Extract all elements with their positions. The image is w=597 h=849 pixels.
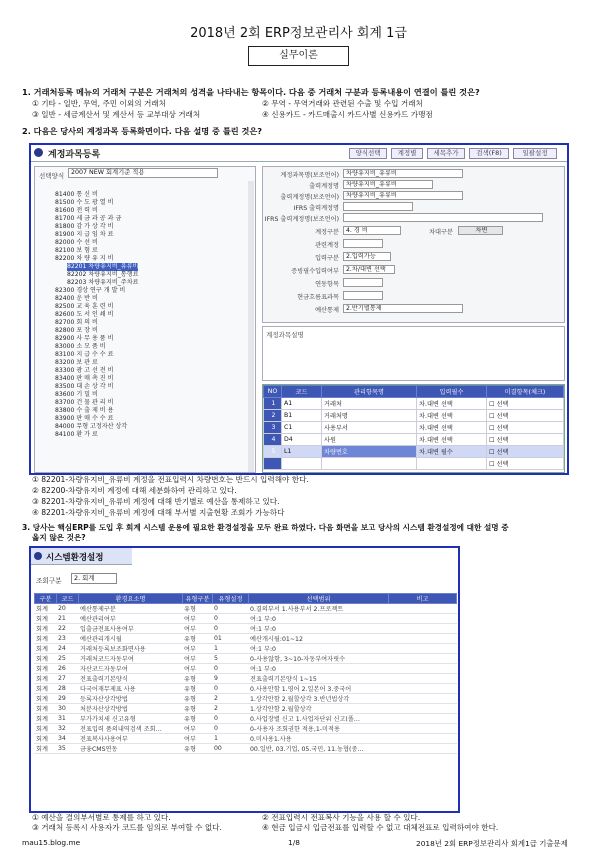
required-cell [417, 458, 487, 470]
settings-cell: 유형 [182, 684, 212, 694]
table-row[interactable] [34, 604, 457, 614]
settings-cell: 0.미사용1.사용 [248, 734, 388, 744]
row-number [264, 458, 282, 470]
settings-cell: 21 [56, 614, 78, 624]
table-row[interactable] [34, 744, 457, 754]
tree-item[interactable]: 82200 차 량 유 지 비 [55, 255, 114, 262]
grid-header: 미결항목(체크) [487, 386, 564, 398]
q1-option-2: ② 무역 - 무역거래와 관련된 수출 및 수입 거래처 [262, 99, 423, 108]
settings-cell: 회계 [34, 704, 56, 714]
settings-cell: 0-사용자 조회권한 적용,1-미적용 [248, 724, 388, 734]
grid-header: 비고 [389, 594, 457, 604]
settings-cell: 여:1 부:0 [248, 644, 388, 654]
q3-option-3: ③ 거래처 등록시 사용자가 코드를 임의로 부여할 수 없다. [32, 823, 222, 832]
settings-cell: 전표복사사용여부 [78, 734, 182, 744]
open-item-cell[interactable]: ☐ 선택 [487, 398, 564, 410]
window-icon [34, 552, 42, 560]
settings-cell: 거래처등록보조화면사용 [78, 644, 182, 654]
settings-cell: 회계 [34, 644, 56, 654]
q2-option-1: ① 82201-차량유지비_유류비 계정을 전표입력시 차량번호는 반드시 입력해야 한다. [32, 475, 309, 484]
open-item-cell[interactable]: ☐ 선택 [487, 446, 564, 458]
table-row[interactable] [34, 734, 457, 744]
tree-item[interactable]: 82500 교 육 훈 련 비 [55, 303, 114, 310]
settings-cell: 1 [212, 734, 248, 744]
table-row[interactable] [34, 634, 457, 644]
settings-cell: 여:1 부:0 [248, 614, 388, 624]
required-cell: 차.대변 선택 [417, 410, 487, 422]
table-row[interactable] [34, 664, 457, 674]
field-label: 계정구분 [315, 229, 339, 236]
page-title: 2018년 2회 ERP정보관리사 회계 1급 [190, 26, 407, 41]
tree-item[interactable]: 82000 수 선 비 [55, 239, 98, 246]
settings-cell: 22 [56, 624, 78, 634]
checkbox-label: 선택 [496, 449, 509, 456]
cashflow-account-field[interactable] [343, 291, 383, 300]
settings-cell: 예산개시월:01~12 [248, 634, 388, 644]
grid-header: 입력필수 [417, 386, 487, 398]
checkbox-label: 선택 [496, 425, 509, 432]
settings-cell: 30 [56, 704, 78, 714]
settings-cell: 자산코드자동부여 [78, 664, 182, 674]
window-icon [34, 148, 43, 157]
settings-cell: 회계 [34, 714, 56, 724]
settings-cell: 23 [56, 634, 78, 644]
open-item-cell[interactable]: ☐ 선택 [487, 434, 564, 446]
batch-setting-button[interactable]: 일괄설정 [513, 148, 557, 159]
table-row[interactable] [264, 458, 564, 470]
table-row[interactable] [264, 398, 564, 410]
settings-cell [388, 614, 457, 624]
settings-cell: 부가가치세 신고유형 [78, 714, 182, 724]
settings-cell: 회계 [34, 664, 56, 674]
settings-cell: 다국어재무제표 사용 [78, 684, 182, 694]
settings-cell: 예산통제구분 [78, 604, 182, 614]
filter-select[interactable]: 2. 회계 [71, 573, 117, 584]
tree-item[interactable]: 83500 대 손 상 각 비 [55, 383, 114, 390]
code-cell: A1 [282, 398, 322, 410]
settings-cell: 회계 [34, 614, 56, 624]
settings-cell: 9 [212, 674, 248, 684]
required-cell: 차.대변 선택 [417, 422, 487, 434]
field-label: 입력구분 [315, 255, 339, 262]
settings-cell [388, 604, 457, 614]
settings-cell: 0 [212, 684, 248, 694]
settings-cell: 0.결의부서 1.사용부서 2.프로젝트 [248, 604, 388, 614]
settings-cell: 전표출력기본양식 [78, 674, 182, 684]
form-select-label: 선택양식 [39, 172, 65, 180]
required-cell: 차.대변 선택 [417, 398, 487, 410]
settings-cell: 01 [212, 634, 248, 644]
footer-page-number: 1/8 [288, 838, 300, 847]
settings-cell: 거래처코드자동부여 [78, 654, 182, 664]
settings-cell: 유형 [182, 604, 212, 614]
required-cell: 차.대변 선택 [417, 434, 487, 446]
settings-cell: 여부 [182, 614, 212, 624]
row-number: 2 [264, 410, 282, 422]
settings-cell: 금융CMS연동 [78, 744, 182, 754]
by-account-button[interactable]: 계정별 [391, 148, 423, 159]
settings-cell: 0 [212, 624, 248, 634]
tree-item[interactable]: 83800 수 출 제 비 용 [55, 407, 114, 414]
code-cell: C1 [282, 422, 322, 434]
search-button[interactable]: 검색(F8) [469, 148, 509, 159]
tree-item[interactable]: 83900 판 매 수 수 료 [55, 415, 114, 422]
window-tab[interactable] [31, 548, 132, 565]
code-cell: B1 [282, 410, 322, 422]
item-name-cell: 사용부서 [322, 422, 417, 434]
account-detail-form [262, 166, 565, 323]
grid-header: 유형구분 [183, 594, 213, 604]
ifrs-name-field[interactable] [343, 202, 413, 211]
settings-cell: 25 [56, 654, 78, 664]
settings-cell: 회계 [34, 734, 56, 744]
checkbox-label: 선택 [496, 401, 509, 408]
tree-item[interactable]: 83400 판 매 촉 진 비 [55, 375, 114, 382]
account-tree [55, 191, 138, 439]
output-sub-name-field[interactable]: 차량유지비_유류비 [343, 191, 463, 200]
settings-cell: 5 [212, 654, 248, 664]
table-row[interactable] [264, 410, 564, 422]
table-row[interactable] [34, 694, 457, 704]
settings-cell [388, 674, 457, 684]
settings-cell: 처분자산상각방법 [78, 704, 182, 714]
settings-cell: 등록자산상각방법 [78, 694, 182, 704]
tree-scrollbar[interactable] [248, 181, 254, 472]
tree-item[interactable]: 82300 경상 연구 개 발 비 [55, 287, 126, 294]
open-item-cell[interactable]: ☐ 선택 [487, 458, 564, 470]
table-row[interactable] [264, 434, 564, 446]
settings-cell: 유형 [182, 674, 212, 684]
settings-cell: 26 [56, 664, 78, 674]
settings-cell: 여부 [182, 654, 212, 664]
settings-cell [388, 694, 457, 704]
field-label: 현금흐름표과목 [297, 294, 339, 301]
account-registration-window [29, 143, 569, 475]
tree-item[interactable]: 83200 보 관 료 [55, 359, 98, 366]
tree-item[interactable]: 81600 전 력 비 [55, 207, 98, 214]
field-label: 출력계정명(보조언어) [280, 194, 339, 201]
settings-cell: 여부 [182, 624, 212, 634]
settings-cell: 유형 [182, 744, 212, 754]
settings-cell: 29 [56, 694, 78, 704]
question-1: 1. 거래처등록 메뉴의 거래처 구분은 거래처의 성격을 나타내는 항목이다. 다음 중 거래처 구분과 등록내용이 연결이 틀린 것은? [22, 87, 480, 97]
settings-cell: 회계 [34, 604, 56, 614]
row-number: 4 [264, 434, 282, 446]
question-3-cont: 옳지 않은 것은? [32, 533, 86, 542]
settings-cell: 35 [56, 744, 78, 754]
table-row[interactable] [34, 714, 457, 724]
settings-cell [388, 714, 457, 724]
settings-cell: 31 [56, 714, 78, 724]
settings-cell: 여:1 부:0 [248, 624, 388, 634]
settings-cell: 32 [56, 724, 78, 734]
settings-cell: 여부 [182, 734, 212, 744]
grid-header: 관리항목명 [322, 386, 417, 398]
tree-item[interactable]: 84100 환 가 료 [55, 431, 98, 438]
code-cell [282, 458, 322, 470]
settings-cell [388, 684, 457, 694]
output-account-name-field[interactable]: 차량유지비_유류비 [343, 180, 433, 189]
settings-cell: 회계 [34, 624, 56, 634]
add-subitem-button[interactable]: 세목추가 [427, 148, 465, 159]
settings-cell: 회계 [34, 654, 56, 664]
settings-cell: 1 [212, 644, 248, 654]
settings-cell: 0-사용않함, 3~10-자동부여자릿수 [248, 654, 388, 664]
table-row[interactable] [34, 724, 457, 734]
window-header [31, 145, 567, 162]
table-row[interactable] [264, 422, 564, 434]
tree-item[interactable]: 84000 무형 고정자산 상각 [55, 423, 128, 430]
window-title: 계정과목등록 [48, 150, 101, 160]
grid-header: 코드 [282, 386, 322, 398]
tree-item[interactable]: 81500 수 도 광 열 비 [55, 199, 114, 206]
tree-item[interactable]: 81900 지 급 임 차 료 [55, 231, 114, 238]
q1-option-1: ① 기타 - 일반, 무역, 주민 이외의 거래처 [32, 99, 166, 108]
field-label: 차대구분 [429, 229, 453, 236]
settings-cell: 20 [56, 604, 78, 614]
settings-cell: 유형 [182, 704, 212, 714]
code-cell: L1 [282, 446, 322, 458]
sub-language-name-field[interactable]: 차량유지비_유류비 [343, 169, 463, 178]
question-2: 2. 다음은 당사의 계정과목 등록화면이다. 다음 설명 중 틀린 것은? [22, 126, 263, 136]
tree-item-selected[interactable]: 82201 차량유지비_유류비 [67, 263, 139, 270]
footer-site: mau15.blog.me [22, 838, 81, 847]
tree-item[interactable]: 82900 사 무 용 품 비 [55, 335, 114, 342]
tree-item[interactable]: 81700 세 금 과 공 과 금 [55, 215, 122, 222]
settings-cell: 0 [212, 604, 248, 614]
window-title: 시스템환경설정 [46, 553, 104, 563]
open-item-cell[interactable]: ☐ 선택 [487, 422, 564, 434]
row-number: 5 [264, 446, 282, 458]
settings-cell: 1.상각안함 2.월할상각 3.반년법상각 [248, 694, 388, 704]
tree-item[interactable]: 82600 도 서 인 쇄 비 [55, 311, 114, 318]
tree-item[interactable]: 81400 통 신 비 [55, 191, 98, 198]
table-row[interactable] [34, 674, 457, 684]
tree-item[interactable]: 83300 광 고 선 전 비 [55, 367, 114, 374]
footer-exam-title: 2018년 2회 ERP정보관리사 회계1급 기출문제 [416, 839, 568, 848]
related-account-field[interactable] [343, 239, 383, 248]
q2-option-3: ③ 82201-차량유지비_유류비 계정에 대해 반기별로 예산을 통제하고 있다. [32, 497, 280, 506]
item-name-cell [322, 458, 417, 470]
code-cell: D4 [282, 434, 322, 446]
settings-cell [388, 734, 457, 744]
field-label: IFRS 출력계정명 [293, 205, 339, 212]
tree-item[interactable]: 82202 차량유지비_통행료 [67, 271, 139, 278]
tree-item[interactable]: 82800 포 장 비 [55, 327, 98, 334]
q2-option-2: ② 82200-차량유지비 계정에 대해 세분화하여 관리하고 있다. [32, 486, 237, 495]
field-label: 예산통제 [315, 307, 339, 314]
q3-option-4: ④ 현금 입금시 입금전표를 입력할 수 없고 대체전표로 입력하여야 한다. [262, 823, 499, 832]
settings-cell: 0.사업장별 신고 1.사업자단위 신고(폴… [248, 714, 388, 724]
settings-cell: 0 [212, 614, 248, 624]
q1-option-4: ④ 신용카드 - 카드매출시 카드사별 신용카드 가맹점 [262, 110, 433, 119]
required-cell: 차.대변 필수 [417, 446, 487, 458]
settings-cell: 유형 [182, 634, 212, 644]
settings-cell: 0.사용안함 1.영어 2.일본어 3.중국어 [248, 684, 388, 694]
checkbox-label: 선택 [496, 461, 509, 468]
tree-item[interactable]: 83700 건 물 관 리 비 [55, 399, 114, 406]
settings-cell: 0 [212, 714, 248, 724]
settings-cell: 0 [212, 724, 248, 734]
field-label: 증빙필수입력여부 [291, 268, 339, 275]
q3-option-2: ② 전표입력시 전표복사 기능을 사용 할 수 있다. [262, 813, 421, 822]
settings-cell: 2 [212, 704, 248, 714]
item-name-cell: 사원 [322, 434, 417, 446]
tree-item[interactable]: 82100 보 험 료 [55, 247, 98, 254]
management-items-grid [262, 384, 565, 473]
settings-cell: 여부 [182, 664, 212, 674]
filter-label: 조회구분 [36, 577, 62, 585]
settings-cell: 여부 [182, 644, 212, 654]
table-row[interactable] [34, 644, 457, 654]
checkbox-label: 선택 [496, 437, 509, 444]
linked-item-field[interactable] [343, 278, 383, 287]
settings-cell: 회계 [34, 674, 56, 684]
form-select-button[interactable]: 양식선택 [349, 148, 387, 159]
field-label: 관련계정 [315, 242, 339, 249]
settings-cell: 입출금전표사용여부 [78, 624, 182, 634]
settings-cell: 회계 [34, 744, 56, 754]
tree-item[interactable]: 81800 감 가 상 각 비 [55, 223, 114, 230]
settings-cell [388, 724, 457, 734]
table-row-selected[interactable] [264, 446, 564, 458]
description-label: 계정과목설명 [266, 331, 304, 339]
table-row[interactable] [34, 684, 457, 694]
grid-header: 유형설정 [213, 594, 249, 604]
ifrs-sub-name-field[interactable] [343, 213, 543, 222]
settings-cell: 34 [56, 734, 78, 744]
settings-cell: 28 [56, 684, 78, 694]
evidence-required-select[interactable]: 2.차/대변 선택 [343, 265, 395, 274]
grid-header: 구분 [35, 594, 57, 604]
grid-header: 환경요소명 [79, 594, 183, 604]
debit-credit-field: 차변 [458, 226, 503, 235]
field-label: IFRS 출력계정명(보조언어) [264, 216, 339, 223]
tree-item[interactable]: 83000 소 모 품 비 [55, 343, 106, 350]
settings-cell: 0 [212, 664, 248, 674]
open-item-cell[interactable]: ☐ 선택 [487, 410, 564, 422]
grid-header: NO [264, 386, 282, 398]
account-type-select[interactable]: 4. 경 비 [343, 226, 401, 235]
row-number: 1 [264, 398, 282, 410]
settings-cell: 전표출력기본양식 1~15 [248, 674, 388, 684]
settings-cell: 회계 [34, 634, 56, 644]
q3-option-1: ① 예산을 결의부서별로 통제를 하고 있다. [32, 813, 171, 822]
settings-cell [388, 634, 457, 644]
form-select-dropdown[interactable]: 2007 NEW 회계기준 적용 [68, 168, 218, 178]
settings-cell: 2 [212, 694, 248, 704]
tree-item[interactable]: 82203 차량유지비_주차료 [67, 279, 139, 286]
q2-option-4: ④ 82201-차량유지비_유류비 계정에 대해 부서별 지출현황 조회가 가능하다 [32, 508, 285, 517]
tree-item[interactable]: 82700 회 의 비 [55, 319, 98, 326]
grid-header: 코드 [57, 594, 79, 604]
q1-option-3: ③ 일반 - 세금계산서 및 계산서 등 교부대상 거래처 [32, 110, 201, 119]
settings-grid [34, 593, 457, 811]
item-name-cell: 거래처명 [322, 410, 417, 422]
settings-cell: 예산관리개시월 [78, 634, 182, 644]
settings-cell: 1.상각안함 2.월할상각 [248, 704, 388, 714]
settings-cell [388, 744, 457, 754]
settings-cell [388, 704, 457, 714]
settings-cell: 회계 [34, 724, 56, 734]
input-type-select[interactable]: 2.입력가능 [343, 252, 391, 261]
field-label: 출력계정명 [309, 183, 339, 190]
settings-cell: 27 [56, 674, 78, 684]
settings-cell [388, 624, 457, 634]
account-tree-panel [34, 166, 256, 473]
grid-header: 선택범위 [249, 594, 389, 604]
settings-cell: 예산관리여부 [78, 614, 182, 624]
item-name-cell: 차량번호 [322, 446, 417, 458]
settings-cell: 24 [56, 644, 78, 654]
settings-cell [388, 664, 457, 674]
settings-cell: 여부 [182, 724, 212, 734]
settings-cell: 전표입력 품의내역검색 조회… [78, 724, 182, 734]
budget-control-select[interactable]: 2.반기별통제 [343, 304, 463, 313]
tree-item[interactable]: 82400 운 반 비 [55, 295, 98, 302]
system-settings-window [29, 546, 460, 813]
settings-cell [388, 644, 457, 654]
settings-cell: 유형 [182, 694, 212, 704]
settings-cell [388, 654, 457, 664]
row-number: 3 [264, 422, 282, 434]
tree-item[interactable]: 83600 기 밀 비 [55, 391, 98, 398]
settings-cell: 유형 [182, 714, 212, 724]
settings-cell: 회계 [34, 684, 56, 694]
settings-cell: 00.일반, 03.기업, 05.국민, 11.농협(중… [248, 744, 388, 754]
section-subtitle: 실무이론 [248, 46, 349, 66]
table-row[interactable] [34, 614, 457, 624]
settings-cell: 여:1 부:0 [248, 664, 388, 674]
tree-item[interactable]: 83100 지 급 수 수 료 [55, 351, 114, 358]
table-row[interactable] [34, 624, 457, 634]
table-row[interactable] [34, 654, 457, 664]
field-label: 연동항목 [315, 281, 339, 288]
question-3: 3. 당사는 핵심ERP를 도입 후 회계 시스템 운용에 필요한 환경설정을 모두 완료 하였다. 다음 화면을 보고 당사의 시스템 환경설정에 대한 설명 중 [22, 523, 509, 532]
field-label: 계정과목명(보조언어) [280, 172, 339, 179]
account-description-panel [262, 326, 565, 381]
checkbox-label: 선택 [496, 413, 509, 420]
settings-cell: 00 [212, 744, 248, 754]
settings-cell: 회계 [34, 694, 56, 704]
item-name-cell: 거래처 [322, 398, 417, 410]
table-row[interactable] [34, 704, 457, 714]
